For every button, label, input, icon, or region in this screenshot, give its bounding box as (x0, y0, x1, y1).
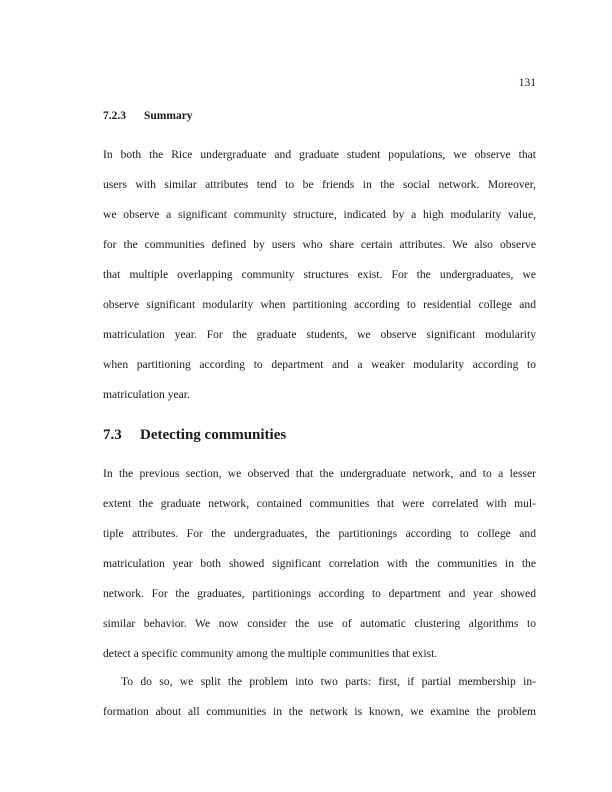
text-line: users with similar attributes tend to be friends in the social network. Moreover, (103, 178, 536, 191)
text-line: matriculation year. For the graduate students, we observe significant modularity (103, 328, 536, 341)
text-line: To do so, we split the problem into two parts: first, if partial membership in- (121, 675, 536, 688)
text-line: matriculation year. (103, 388, 190, 401)
subsection-title: Summary (144, 110, 193, 122)
text-line: for the communities defined by users who share certain attributes. We also observe (103, 238, 536, 251)
text-line: matriculation year both showed significant correlation with the communities in the (103, 557, 536, 570)
text-line: extent the graduate network, contained communities that were correlated with mul- (103, 497, 536, 510)
text-line: observe significant modularity when partitioning according to residential college and (103, 298, 536, 311)
text-line: network. For the graduates, partitionings according to department and year showed (103, 587, 536, 600)
subsection-heading (103, 110, 193, 122)
text-line: formation about all communities in the network is known, we examine the problem (103, 705, 536, 718)
subsection-number: 7.2.3 (103, 110, 126, 122)
section-title: Detecting communities (140, 427, 287, 443)
text-line: similar behavior. We now consider the use of automatic clustering algorithms to (103, 617, 536, 630)
text-line: when partitioning according to department and a weaker modularity according to (103, 358, 536, 371)
text-line: detect a specific community among the multiple communities that exist. (103, 647, 438, 660)
text-line: In both the Rice undergraduate and graduate student populations, we observe that (103, 148, 536, 161)
section-number: 7.3 (103, 427, 122, 443)
section-heading (103, 427, 286, 444)
text-line: tiple attributes. For the undergraduates, the partitionings according to college and (103, 527, 536, 540)
text-line: that multiple overlapping community structures exist. For the undergraduates, we (103, 268, 536, 281)
page-number: 131 (518, 77, 536, 89)
text-line: In the previous section, we observed that the undergraduate network, and to a lesser (103, 467, 536, 480)
text-line: we observe a significant community structure, indicated by a high modularity value, (103, 208, 536, 221)
